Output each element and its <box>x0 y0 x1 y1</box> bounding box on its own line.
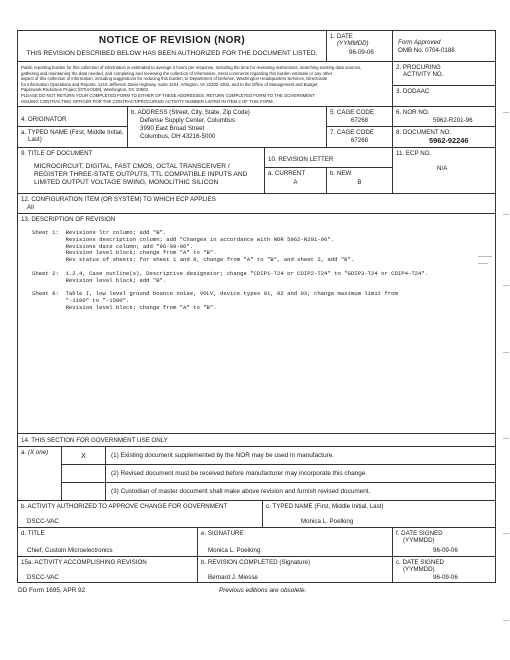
approve-activity-value: DSCC-VAC <box>27 518 59 525</box>
scan-mark <box>503 285 509 286</box>
burden-line: ISSUING CONTRACTING OFFICER FOR THE CONTRACT/PROCURING ACTIVITY NUMBER LISTED IN ITEM 2 OF THIS FORM. <box>21 98 274 104</box>
signature-label: e. SIGNATURE <box>201 530 244 537</box>
address-cell <box>128 107 327 148</box>
completed-cell <box>198 557 393 583</box>
doc-title-cell <box>18 148 265 194</box>
procuring-cell <box>393 62 495 86</box>
completed-value: Bernard J. Miesse <box>208 574 258 581</box>
gov-use-header <box>18 434 495 447</box>
dodaac-label: 3. DODAAC <box>396 88 430 95</box>
revision-new-value: B <box>357 179 362 186</box>
accomplish-date-label: c. DATE SIGNED <box>396 559 445 566</box>
description-line: "-1100" to "-1500". <box>32 296 130 304</box>
originator-cell <box>18 107 128 127</box>
sig-date-cell <box>393 528 495 557</box>
cage-code-5-cell <box>327 107 393 127</box>
burden-line: for Information Operations and Reports, 1215 Jefferson Davis Highway, Suite 1204, Arlington, VA 22202-4302, and to the Office of Management and Budget, <box>21 81 319 87</box>
typed-name-cell <box>18 127 128 148</box>
sig-date-label: f. DATE SIGNED <box>396 530 443 537</box>
gov-box-3[interactable] <box>62 483 106 501</box>
footer-previous-editions: Previous editions are obsolete. <box>219 587 307 594</box>
scan-mark <box>503 112 509 113</box>
address-line-3: Columbus, OH 43216-5000 <box>140 133 216 140</box>
burden-line: Public reporting burden for this collection of information is estimated to average 2 hours per response, including the time for reviewing instructions, searching existing data sources, <box>21 65 362 70</box>
address-line-1: Defense Supply Center, Columbus <box>140 117 235 124</box>
doc-title-label: 9. TITLE OF DOCUMENT <box>21 150 93 157</box>
date-value: 96-09-06 <box>349 49 374 56</box>
config-cell <box>18 194 495 214</box>
scan-mark <box>478 256 492 257</box>
typed-name-label: a. TYPED NAME (First, Middle Initial, <box>21 129 124 136</box>
doc-title-line-1: MICROCIRCUIT, DIGITAL, FAST CMOS, OCTAL TRANSCEIVER / <box>34 163 230 170</box>
nor-form <box>17 30 496 583</box>
description-line: Revision level block; change from "A" to "B". <box>32 303 217 311</box>
revision-letter-cell <box>265 148 393 168</box>
cage-code-7-value: 67268 <box>350 137 369 144</box>
cage-code-7-label: 7. CAGE CODE <box>330 129 375 136</box>
date-label: 1. DATE <box>330 33 353 40</box>
scan-mark <box>503 438 509 439</box>
form-approved: Form Approved <box>398 39 441 46</box>
description-cell <box>18 214 495 434</box>
accomplish-value: DSCC-VAC <box>27 574 59 581</box>
revision-current-cell <box>265 168 327 194</box>
gov-box-1-mark: X <box>81 451 86 460</box>
footer-form-number: DD Form 1695, APR 92 <box>18 587 86 594</box>
doc-title-line-2: REGISTER THREE-STATE OUTPUTS, TTL COMPATIBLE INPUTS AND <box>34 171 248 178</box>
description-line: Revisions date column; add "96-09-06". <box>32 242 194 250</box>
description-line: Revision level block; change from "A" to "B". <box>32 249 217 257</box>
scan-mark <box>503 352 509 353</box>
config-label: 12. CONFIGURATION ITEM (OR SYSTEM) TO WHICH ECP APPLIES <box>21 196 216 203</box>
description-text <box>32 230 491 312</box>
typed-name-label-2: Last) <box>28 136 42 143</box>
burden-text <box>21 65 389 104</box>
title-cell <box>18 31 327 62</box>
doc-title-line-3: LIMITED OUTPUT VOLTAGE SWING, MONOLITHIC SILICON <box>34 179 219 186</box>
revision-new-label: b. NEW <box>330 170 352 177</box>
gov-option-2 <box>106 465 495 483</box>
document-no-cell <box>393 127 495 148</box>
sig-title-label: d. TITLE <box>21 530 45 537</box>
accomplish-date-format: (YYMMDD) <box>403 566 435 573</box>
accomplish-cell <box>18 557 198 583</box>
config-value: All <box>27 204 34 211</box>
procuring-label: 2. PROCURING <box>396 64 441 71</box>
dodaac-cell <box>393 86 495 107</box>
scan-mark <box>503 533 509 534</box>
approve-activity-label: b. ACTIVITY AUTHORIZED TO APPROVE CHANGE FOR GOVERNMENT <box>21 503 228 510</box>
burden-line: PLEASE DO NOT RETURN YOUR COMPLETED FORM TO EITHER OF THESE ADDRESSES. RETURN COMPLETED FORM TO THE GOVERNMENT <box>21 92 315 98</box>
gov-choice-cell <box>18 447 62 501</box>
revision-letter-label: 10. REVISION LETTER <box>268 156 334 163</box>
completed-label: b. REVISION COMPLETED (Signature) <box>201 559 311 566</box>
scan-mark <box>503 214 509 215</box>
scan-mark <box>503 620 509 621</box>
nor-no-cell <box>393 107 495 127</box>
form-subtitle: THIS REVISION DESCRIBED BELOW HAS BEEN AUTHORIZED FOR THE DOCUMENT LISTED. <box>26 50 318 57</box>
gov-option-3 <box>106 483 495 501</box>
approve-activity-cell <box>18 501 263 528</box>
description-label: 13. DESCRIPTION OF REVISION <box>21 216 116 223</box>
burden-line: aspect of this collection of information, including suggestions for reducing this burden, to Department of Defense, Washington Headquarters Services, Directorate <box>21 76 328 82</box>
document-no-label: 8. DOCUMENT NO. <box>396 129 452 136</box>
gov-option-1-text: (1) Existing document supplemented by the NOR may be used in manufacture. <box>111 452 335 459</box>
description-line: Sheet 1: Revisions ltr column; add "B". <box>32 229 167 236</box>
accomplish-date-value: 96-09-06 <box>433 574 458 581</box>
cage-code-5-value: 67268 <box>350 117 369 124</box>
form-title: NOTICE OF REVISION (NOR) <box>98 35 246 46</box>
signature-value: Monica L. Poelking <box>208 547 261 554</box>
sig-date-format: (YYMMDD) <box>403 537 435 544</box>
gov-box-1[interactable] <box>62 447 106 465</box>
approve-name-value: Monica L. Poelking <box>301 518 354 525</box>
revision-current-value: A <box>293 179 298 186</box>
document-no-value: 5962-92246 <box>429 136 469 145</box>
accomplish-label: 15a. ACTIVITY ACCOMPLISHING REVISION <box>21 559 147 566</box>
cage-code-7-cell <box>327 127 393 148</box>
procuring-label-2: ACTIVITY NO. <box>403 71 444 78</box>
scan-mark <box>478 263 488 264</box>
gov-box-2[interactable] <box>62 465 106 483</box>
ecp-label: 11. ECP NO. <box>396 150 432 157</box>
date-cell <box>327 31 393 62</box>
burden-cell <box>18 62 393 107</box>
description-line: Revisions description column; add "Changes in accordance with NOR 5962-R201-96". <box>32 235 335 243</box>
cage-code-5-label: 5. CAGE CODE <box>330 109 375 116</box>
gov-choice-label: a. (X one) <box>21 449 49 456</box>
ecp-value: N/A <box>437 165 448 172</box>
burden-line: gathering and maintaining the data needed, and completing and reviewing the collection of information. Send comments regarding this burden estimate or any other <box>21 70 333 76</box>
nor-no-label: 6. NOR NO. <box>396 109 430 116</box>
sig-title-cell <box>18 528 198 557</box>
address-line-2: 3990 East Broad Street <box>140 125 205 132</box>
originator-label: 4. ORIGINATOR <box>21 116 67 123</box>
sig-title-value: Chief, Custom Microelectronics <box>27 547 113 554</box>
revision-current-label: a. CURRENT <box>268 170 306 177</box>
gov-option-1 <box>106 447 495 465</box>
description-line: Sheet 2: 1.2.4, Case outline(s), Descriptive designator; change "CDIP1-T24 or CDIP2-T24" to "GDIP3-T24 or CDIP4-T24". <box>32 269 429 277</box>
description-line: Revision level block; add "B". <box>32 276 167 284</box>
signature-cell <box>198 528 393 557</box>
approval-cell <box>393 31 495 62</box>
gov-option-3-text: (3) Custodian of master document shall make above revision and furnish revised document. <box>111 488 371 495</box>
ecp-cell <box>393 148 495 194</box>
omb-number: OMB No. 0704-0188 <box>398 47 455 54</box>
gov-option-2-text: (2) Revised document must be received before manufacturer may incorporate this change. <box>111 470 368 477</box>
approve-name-label: c. TYPED NAME (First, Middle Initial, Last) <box>266 503 384 510</box>
sig-date-value: 96-09-06 <box>433 547 458 554</box>
revision-new-cell <box>327 168 393 194</box>
description-line: Sheet 8: Table I, low level ground bounce noise, VOLV, device types 01, 02 and 03; change maximum limit from <box>32 290 398 298</box>
nor-no-value: 5962-R201-96 <box>433 117 473 124</box>
address-label: b. ADDRESS (Street, City, State, Zip Code) <box>131 109 250 116</box>
approve-name-cell <box>263 501 495 528</box>
date-format: (YYMMDD) <box>337 40 369 47</box>
description-line: Rev status of sheets; for sheet 1 and 8, change from "A" to "B", and sheet 2, add "B". <box>32 256 355 264</box>
accomplish-date-cell <box>393 557 495 583</box>
burden-line: Paperwork Reduction Project (0704-0188), Washington, DC 20503. <box>21 87 150 93</box>
gov-use-label: 14. THIS SECTION FOR GOVERNMENT USE ONLY <box>21 437 168 444</box>
